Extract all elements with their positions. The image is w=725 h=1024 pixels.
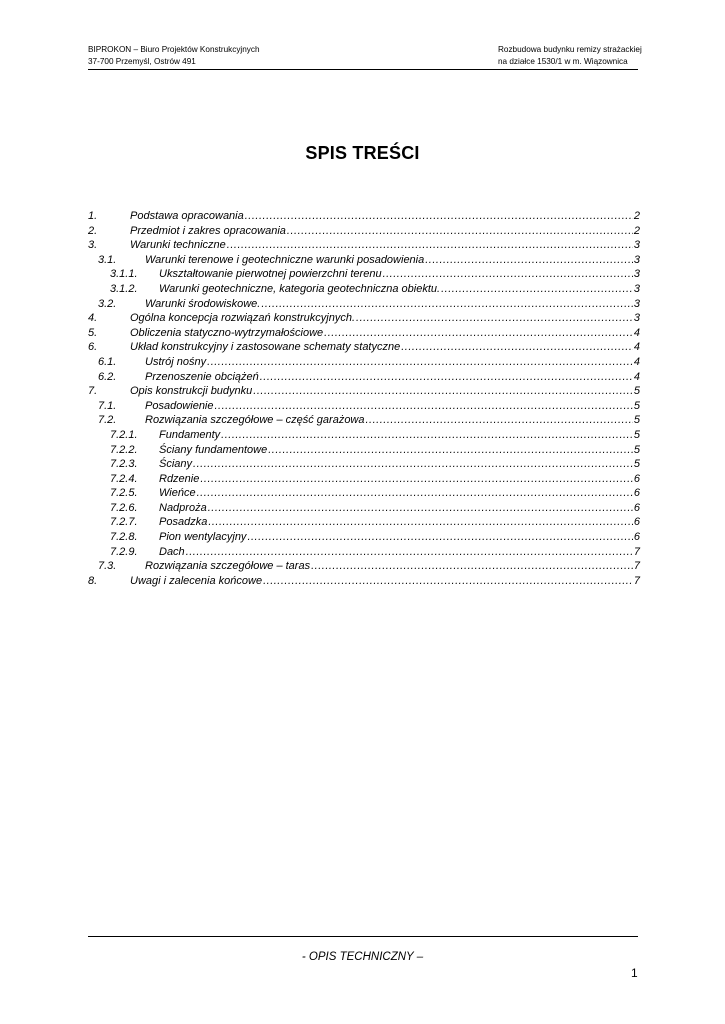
toc-entry[interactable] [88, 444, 640, 459]
page-number: 1 [631, 966, 638, 980]
toc-entry-page: 3 [633, 253, 640, 266]
toc-entry-label: Ściany [159, 458, 193, 471]
toc-entry[interactable] [88, 516, 640, 531]
toc-entry-number: 7.2.5. [110, 487, 138, 500]
toc-entry[interactable] [88, 371, 640, 386]
toc-entry[interactable] [88, 502, 640, 517]
toc-entry-page: 4 [633, 355, 640, 368]
toc-leader-dots [261, 298, 633, 310]
toc-entry-page: 7 [633, 574, 640, 587]
toc-leader-dots [186, 546, 633, 558]
toc-entry-page: 5 [633, 414, 640, 427]
toc-entry-page: 3 [633, 297, 640, 310]
toc-entry-number: 5. [88, 326, 98, 339]
toc-leader-dots [260, 371, 633, 383]
toc-entry-number: 7.3. [98, 560, 117, 573]
toc-leader-dots [356, 312, 633, 324]
toc-entry[interactable] [88, 414, 640, 429]
toc-entry-label: Wieńce [159, 487, 196, 500]
toc-entry-number: 7.2.4. [110, 472, 138, 485]
table-of-contents [88, 210, 640, 589]
toc-leader-dots [208, 516, 633, 528]
toc-entry-number: 3.1.2. [110, 282, 138, 295]
toc-leader-dots [425, 254, 633, 266]
toc-entry[interactable] [88, 531, 640, 546]
toc-entry-number: 7.2.9. [110, 545, 138, 558]
toc-entry[interactable] [88, 268, 640, 283]
toc-entry-page: 4 [633, 341, 640, 354]
toc-entry-label: Opis konstrukcji budynku [130, 385, 253, 398]
toc-leader-dots [215, 400, 633, 412]
header-location: na działce 1530/1 w m. Wiązownica [498, 57, 628, 66]
toc-entry-label: Układ konstrukcyjny i zastosowane schematy statyczne [130, 341, 401, 354]
toc-entry[interactable] [88, 327, 640, 342]
toc-entry-number: 3. [88, 239, 98, 252]
toc-entry-label: Warunki techniczne [130, 239, 226, 252]
toc-entry-page: 6 [633, 531, 640, 544]
toc-entry-page: 3 [633, 239, 640, 252]
toc-entry-page: 5 [633, 399, 640, 412]
toc-entry-number: 7.2.1. [110, 428, 138, 441]
header-company: BIPROKON – Biuro Projektów Konstrukcyjnych [88, 45, 260, 54]
toc-entry-number: 8. [88, 574, 98, 587]
footer-divider [88, 936, 638, 937]
toc-entry-number: 7.2.8. [110, 531, 138, 544]
toc-leader-dots [193, 458, 633, 470]
toc-entry-label: Obliczenia statyczno-wytrzymałościowe [130, 326, 324, 339]
toc-leader-dots [441, 283, 633, 295]
toc-entry-page: 6 [633, 501, 640, 514]
footer-text: - OPIS TECHNICZNY – [301, 951, 424, 963]
toc-entry-page: 5 [633, 428, 640, 441]
toc-entry-page: 3 [633, 312, 640, 325]
toc-entry-page: 5 [633, 443, 640, 456]
toc-entry[interactable] [88, 312, 640, 327]
toc-leader-dots [366, 414, 633, 426]
toc-entry[interactable] [88, 385, 640, 400]
toc-leader-dots [268, 444, 633, 456]
toc-entry-label: Ściany fundamentowe [159, 443, 268, 456]
toc-entry-number: 3.1. [98, 253, 117, 266]
toc-entry-label: Warunki terenowe i geotechniczne warunki posadowienia [145, 253, 425, 266]
toc-entry-page: 5 [633, 385, 640, 398]
toc-entry[interactable] [88, 546, 640, 561]
header-divider [88, 69, 638, 70]
toc-entry[interactable] [88, 575, 640, 590]
toc-entry-number: 7.2.3. [110, 458, 138, 471]
toc-entry[interactable] [88, 458, 640, 473]
header-project: Rozbudowa budynku remizy strażackiej [498, 45, 642, 54]
toc-entry-label: Pion wentylacyjny [159, 531, 247, 544]
toc-entry-page: 6 [633, 516, 640, 529]
toc-entry[interactable] [88, 560, 640, 575]
toc-entry[interactable] [88, 239, 640, 254]
toc-leader-dots [221, 429, 633, 441]
toc-entry-number: 7. [88, 385, 98, 398]
toc-entry-number: 7.2. [98, 414, 117, 427]
toc-entry-page: 3 [633, 282, 640, 295]
toc-entry[interactable] [88, 356, 640, 371]
toc-entry-number: 7.2.7. [110, 516, 138, 529]
toc-entry-label: Ustrój nośny [145, 355, 207, 368]
toc-leader-dots [200, 473, 633, 485]
toc-leader-dots [311, 560, 633, 572]
toc-entry-number: 1. [88, 210, 98, 222]
toc-entry-page: 2 [633, 210, 640, 222]
toc-entry-number: 6. [88, 341, 98, 354]
header-right [498, 44, 642, 68]
toc-entry-label: Nadproża [159, 501, 207, 514]
toc-entry-label: Warunki środowiskowe. [145, 297, 261, 310]
toc-leader-dots [287, 225, 633, 237]
toc-entry[interactable] [88, 341, 640, 356]
toc-entry-number: 7.1. [98, 399, 117, 412]
toc-entry-label: Dach [159, 545, 185, 558]
toc-entry-page: 5 [633, 458, 640, 471]
toc-entry[interactable] [88, 473, 640, 488]
toc-entry-number: 2. [88, 224, 98, 237]
toc-entry-page: 6 [633, 487, 640, 500]
header-left [88, 44, 260, 68]
toc-entry-number: 3.2. [98, 297, 117, 310]
toc-entry-label: Rozwiązania szczegółowe – taras [145, 560, 311, 573]
toc-entry-label: Przedmiot i zakres opracowania [130, 224, 286, 237]
toc-entry-page: 2 [633, 224, 640, 237]
toc-entry-label: Warunki geotechniczne, kategoria geotechniczna obiektu. [159, 282, 441, 295]
toc-entry-page: 3 [633, 268, 640, 281]
toc-entry-label: Rdzenie [159, 472, 200, 485]
toc-entry-label: Ukształtowanie pierwotnej powierzchni terenu [159, 268, 382, 281]
toc-leader-dots [253, 385, 633, 397]
toc-entry-label: Ogólna koncepcja rozwiązań konstrukcyjnych. [130, 312, 356, 325]
toc-entry-number: 7.2.2. [110, 443, 138, 456]
toc-entry-page: 4 [633, 326, 640, 339]
toc-entry-number: 6.2. [98, 370, 117, 383]
toc-entry[interactable] [88, 298, 640, 313]
toc-entry[interactable] [88, 254, 640, 269]
toc-entry-page: 7 [633, 545, 640, 558]
toc-entry-number: 7.2.6. [110, 501, 138, 514]
toc-entry-label: Posadowienie [145, 399, 214, 412]
toc-entry-label: Przenoszenie obciążeń [145, 370, 259, 383]
toc-entry[interactable] [88, 225, 640, 240]
toc-entry-label: Uwagi i zalecenia końcowe [130, 574, 263, 587]
toc-entry[interactable] [88, 283, 640, 298]
toc-entry-number: 3.1.1. [110, 268, 138, 281]
toc-entry-label: Podstawa opracowania [130, 210, 244, 222]
toc-leader-dots [197, 487, 633, 499]
toc-leader-dots [245, 210, 633, 222]
toc-entry-number: 6.1. [98, 355, 117, 368]
toc-leader-dots [208, 502, 633, 514]
toc-entry-page: 4 [633, 370, 640, 383]
toc-entry-number: 4. [88, 312, 98, 325]
toc-leader-dots [207, 356, 633, 368]
toc-entry[interactable] [88, 210, 640, 225]
toc-entry-label: Fundamenty [159, 428, 221, 441]
toc-entry[interactable] [88, 429, 640, 444]
toc-leader-dots [263, 575, 633, 587]
toc-entry[interactable] [88, 487, 640, 502]
toc-entry-label: Rozwiązania szczegółowe – część garażowa [145, 414, 365, 427]
toc-entry[interactable] [88, 400, 640, 415]
header-address: 37-700 Przemyśl, Ostrów 491 [88, 57, 196, 66]
toc-entry-page: 6 [633, 472, 640, 485]
toc-leader-dots [227, 239, 633, 251]
toc-leader-dots [247, 531, 632, 543]
toc-leader-dots [383, 268, 633, 280]
toc-leader-dots [324, 327, 633, 339]
page-title: SPIS TREŚCI [305, 143, 420, 163]
toc-entry-page: 7 [633, 560, 640, 573]
toc-entry-label: Posadzka [159, 516, 208, 529]
toc-leader-dots [401, 341, 633, 353]
